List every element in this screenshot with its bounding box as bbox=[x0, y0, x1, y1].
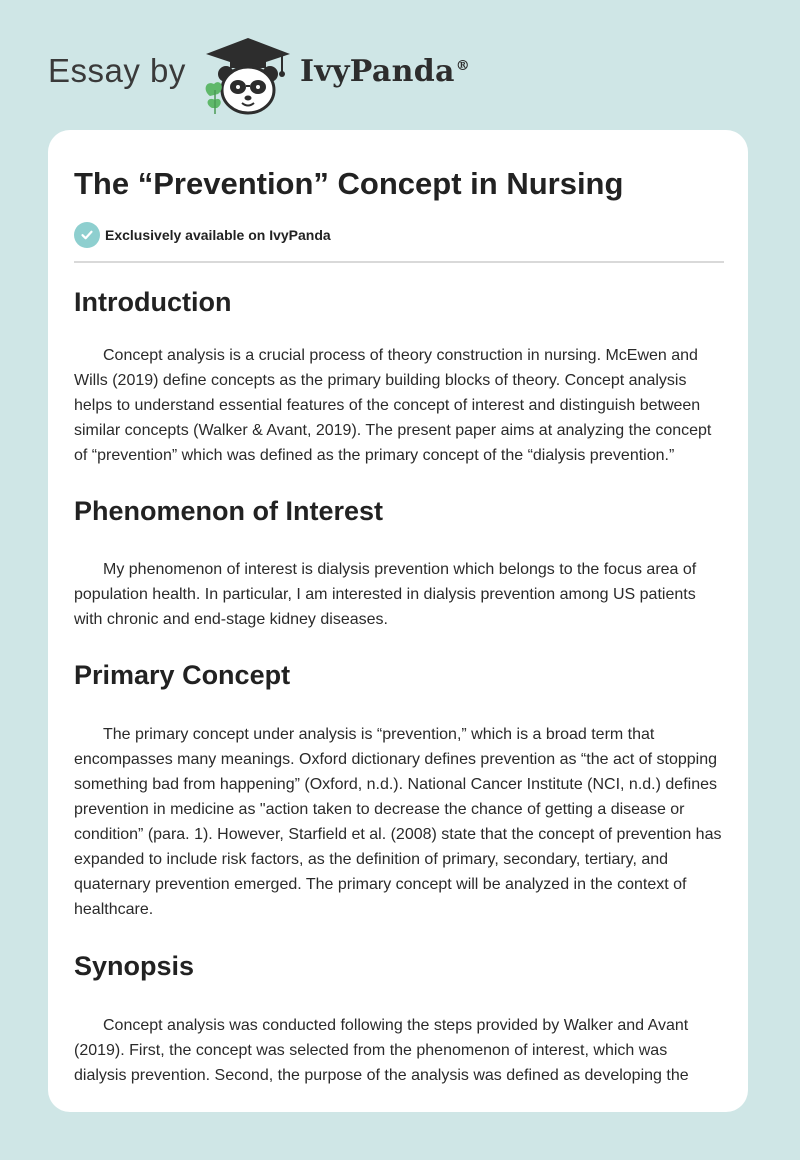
section-body-introduction: Concept analysis is a crucial process of theory construction in nursing. McEwen and Wills (2019) define concepts as the primary building blocks of theory. Concept analysis helps to understand essential features of the concept of interest and distinguish between similar concepts (Walker & Avant, 2019). The present paper aims at analyzing the concept of “prevention” which was defined as the primary concept of the “dialysis prevention.” bbox=[74, 347, 712, 464]
section-body-primary-concept: The primary concept under analysis is “prevention,” which is a broad term that encompasses many meanings. Oxford dictionary defines prevention as “the act of stopping something bad from happening” (Oxford, n.d.). National Cancer Institute (NCI, n.d.) defines prevention in medicine as "action taken to decrease the chance of getting a disease or condition” (para. 1). However, Starfield et al. (2008) state that the concept of prevention has expanded to include risk factors, as the definition of primary, secondary, tertiary, and quaternary prevention emerged. The primary concept will be analyzed in the context of healthcare. bbox=[74, 726, 722, 918]
section-heading-primary-concept: Primary Concept bbox=[74, 660, 291, 690]
section-body-synopsis: Concept analysis was conducted following the steps provided by Walker and Avant (2019). First, the concept was selected from the phenomenon of interest, which was dialysis prevention. Second, the purpose of the analysis was defined as developing the bbox=[74, 1017, 689, 1084]
checkmark-icon bbox=[74, 222, 100, 248]
title-divider bbox=[74, 261, 724, 263]
ivypanda-logo-icon[interactable] bbox=[200, 34, 296, 118]
section-heading-synopsis: Synopsis bbox=[74, 951, 195, 981]
registered-mark: ® bbox=[455, 58, 471, 74]
section-body-phenomenon: My phenomenon of interest is dialysis prevention which belongs to the focus area of population health. In particular, I am interested in dialysis prevention among US patients with chronic and end-stage kidney diseases. bbox=[74, 561, 697, 628]
exclusive-badge bbox=[74, 222, 724, 248]
article-title: The “Prevention” Concept in Nursing bbox=[74, 166, 624, 201]
article-card bbox=[48, 130, 748, 1112]
brand-text: IvyPanda bbox=[300, 54, 455, 89]
site-header bbox=[48, 28, 568, 118]
exclusive-badge-text: Exclusively available on IvyPanda bbox=[105, 227, 331, 243]
section-heading-introduction: Introduction bbox=[74, 287, 232, 317]
essay-by-label: Essay by bbox=[48, 52, 186, 89]
brand-name[interactable] bbox=[300, 54, 470, 89]
section-heading-phenomenon: Phenomenon of Interest bbox=[74, 496, 384, 526]
article-content bbox=[74, 164, 724, 1088]
